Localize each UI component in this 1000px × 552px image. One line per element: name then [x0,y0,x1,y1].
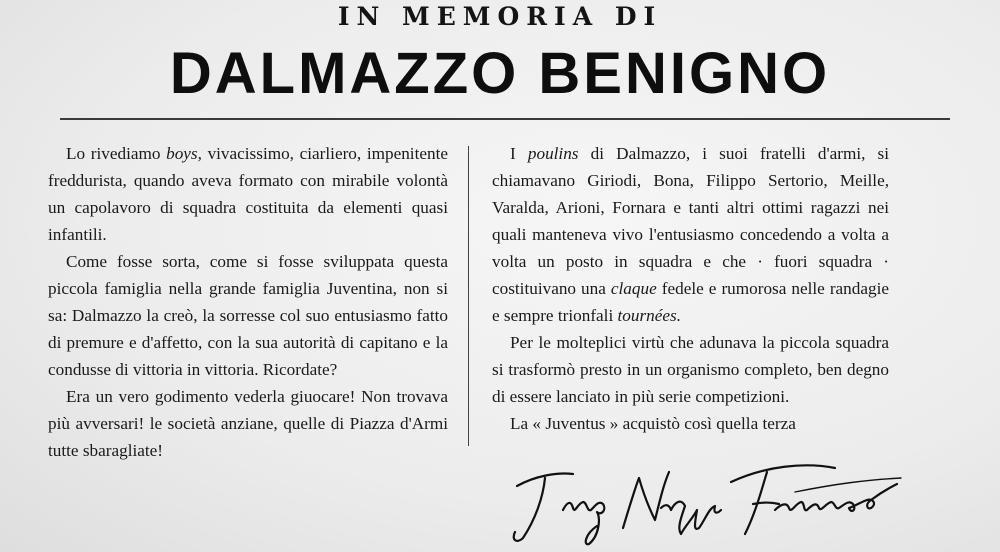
italic-word: poulins [527,144,579,163]
text-span: di Dalmazzo, i suoi fratelli d'armi, si chiamavano Giriodi, Bona, Filippo Sertorio, Meille, Varalda, Arioni, Fornara e tanti altri ottimi ragazzi nei quali manteneva vivo l'entusiasmo concedendo a volta a volta un posto in squadra e che · fuori squadra · costituivano una [492,144,889,298]
right-paragraph-2: Per le molteplici virtù che adunava la piccola squadra si trasformò presto in un organismo completo, ben degno di essere lanciato in più serie competizioni. [492,333,889,406]
title-rule [60,118,950,120]
right-column [492,140,889,437]
text-span: vivacissimo, ciarliero, impenitente freddurista, quando aveva formato con mirabile volontà un capolavoro di squadra costituita da elementi quasi infantili. [48,144,448,244]
text-span: Lo rivediamo [66,144,167,163]
page-title: DALMAZZO BENIGNO [169,41,831,106]
page-kicker: IN MEMORIA DI [337,2,663,31]
text-span: I [510,144,528,163]
italic-word: boys, [166,144,202,163]
italic-word: claque [610,279,657,298]
left-paragraph-3: Era un vero godimento vederla giuocare! Non trovava più avversari! le società anziane, quelle di Piazza d'Armi tutte sbaragliate! [48,387,448,460]
left-paragraph-2: Come fosse sorta, come si fosse sviluppata questa piccola famiglia nella grande famiglia Juventina, non si sa: Dalmazzo la creò, la sorresse col suo entusiasmo fatto di premure e d'affetto, con la sua autorità di capitano e la condusse di vittoria in vittoria. Ricordate? [48,252,448,379]
left-paragraph-1 [48,140,448,248]
left-column [48,140,448,464]
text-span: fedele e rumorosa nelle randagie e sempre trionfali [492,279,889,325]
signature-image [505,448,905,548]
right-paragraph-3: La « Juventus » acquistò così quella terza [510,414,796,433]
italic-word: tournées. [617,306,682,325]
column-divider [468,146,469,446]
right-paragraph-1 [492,140,889,329]
